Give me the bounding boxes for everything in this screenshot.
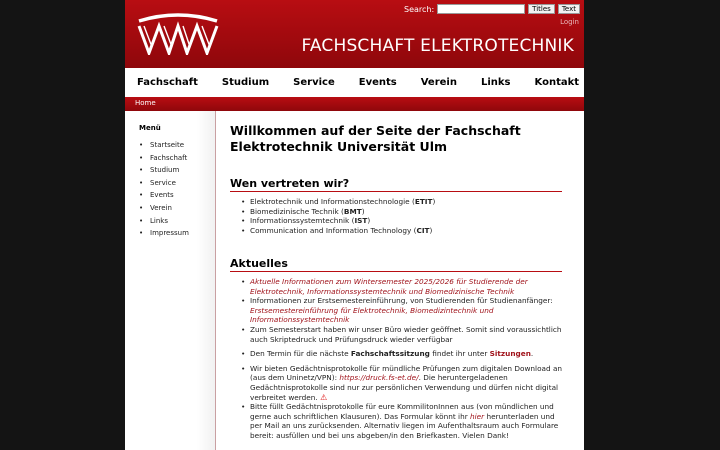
druck-link[interactable]: https://druck.fs-et.de/ <box>339 373 419 383</box>
sidebar-title: Menü <box>139 124 161 132</box>
news-item: • Den Termin für die nächste Fachschaftssitzung findet ihr unter Sitzungen. <box>241 349 534 359</box>
breadcrumb <box>125 97 584 111</box>
header <box>125 0 584 68</box>
search-input[interactable] <box>437 4 525 14</box>
sidebar-item-events[interactable]: • Events <box>139 191 174 200</box>
sidebar-menu <box>139 139 189 240</box>
news-list <box>230 277 565 441</box>
represent-list <box>230 197 565 235</box>
main-content <box>230 111 565 450</box>
list-item: • Biomedizinische Technik (BMT) <box>241 206 365 216</box>
text-search-button[interactable]: Text <box>558 4 580 14</box>
page-title: Willkommen auf der Seite der Fachschaft Elektrotechnik Universität Ulm <box>230 123 521 154</box>
list-item: • Elektrotechnik und Informationstechnologie (ETIT) <box>241 197 436 206</box>
nav-service[interactable]: Service <box>293 76 335 88</box>
login-link[interactable]: Login <box>560 18 579 26</box>
sidebar-item-links[interactable]: • Links <box>139 216 168 225</box>
orientation-link[interactable]: Erstsemestereinführung für Elektrotechnik, Biomedizintechnik und Informationssystemtechnik <box>250 305 494 325</box>
list-item: • Informationssystemtechnik (IST) <box>241 216 371 226</box>
search-label: Search: <box>403 4 435 14</box>
warning-icon: ⚠ <box>320 392 328 402</box>
news-item: • Aktuelle Informationen zum Wintersemester 2025/2026 für Studierende der Elektrotechnik, Informationssystemtechnik und Biomedizinische Technik <box>241 277 528 296</box>
main-nav <box>125 68 584 96</box>
news-item: • Informationen zur Erstsemestereinführung, von Studierenden für Studienanfänger: Erstsemestereinführung für Elektrotechnik, Biomedizintechnik und Informationssystemtechnik <box>241 296 553 325</box>
news-item: • Zum Semesterstart haben wir unser Büro wieder geöffnet. Somit sind voraussichtlich auch Skriptedruck und Prüfungsdruck wieder verfügbar <box>241 324 562 344</box>
nav-events[interactable]: Events <box>358 76 397 88</box>
represent-heading: Wen vertreten wir? <box>230 177 562 192</box>
sidebar-item-service[interactable]: • Service <box>139 178 176 187</box>
titles-search-button[interactable]: Titles <box>528 4 555 14</box>
news-item: • Wir bieten Gedächtnisprotokolle für mündliche Prüfungen zum digitalen Download an (aus dem Uninetz/VPN): https://druck.fs-et.de/. Die heruntergeladenen Gedächtnisprotokolle sind nur zur persönlichen Verwendung und dürfen nicht digital verbreitet werden. ⚠ <box>241 363 563 402</box>
nav-studium[interactable]: Studium <box>221 76 270 88</box>
page <box>125 0 584 450</box>
nav-links[interactable]: Links <box>480 76 511 88</box>
nav-kontakt[interactable]: Kontakt <box>534 76 580 88</box>
sidebar-item-impressum[interactable]: • Impressum <box>139 229 189 238</box>
fachschaft-logo[interactable] <box>135 13 221 55</box>
search-bar <box>404 3 580 15</box>
breadcrumb-home[interactable]: Home <box>135 99 156 107</box>
news-heading: Aktuelles <box>230 257 562 272</box>
form-download-link[interactable]: hier <box>470 411 485 421</box>
nav-fachschaft[interactable]: Fachschaft <box>137 76 198 88</box>
list-item: • Communication and Information Technology (CIT) <box>241 225 433 235</box>
sidebar-item-startseite[interactable]: • Startseite <box>139 141 185 149</box>
nav-verein[interactable]: Verein <box>420 76 457 88</box>
sitzungen-link[interactable]: Sitzungen <box>489 349 531 359</box>
sidebar-item-verein[interactable]: • Verein <box>139 203 172 212</box>
sidebar-item-studium[interactable]: • Studium <box>139 166 180 175</box>
site-title: FACHSCHAFT ELEKTROTECHNIK <box>301 36 574 56</box>
news-item: • Bitte füllt Gedächtnisprotokolle für eure KommilitonInnen aus (von mündlichen und gerne auch schriftlichen Klausuren). Das Formular könnt ihr hier herunterladen und per Mail an uns zurücksenden. Alternativ liegen im Aufenthaltsraum auch Formulare bereit: ausfüllen und bei uns abgeben/in den Briefkasten. Vielen Dank! <box>241 402 559 440</box>
sidebar-item-fachschaft[interactable]: • Fachschaft <box>139 153 188 162</box>
winter-semester-link[interactable]: Aktuelle Informationen zum Wintersemester 2025/2026 für Studierende der Elektrotechnik, Informationssystemtechnik und Biomedizinische Technik <box>250 277 528 296</box>
sidebar <box>125 111 216 450</box>
